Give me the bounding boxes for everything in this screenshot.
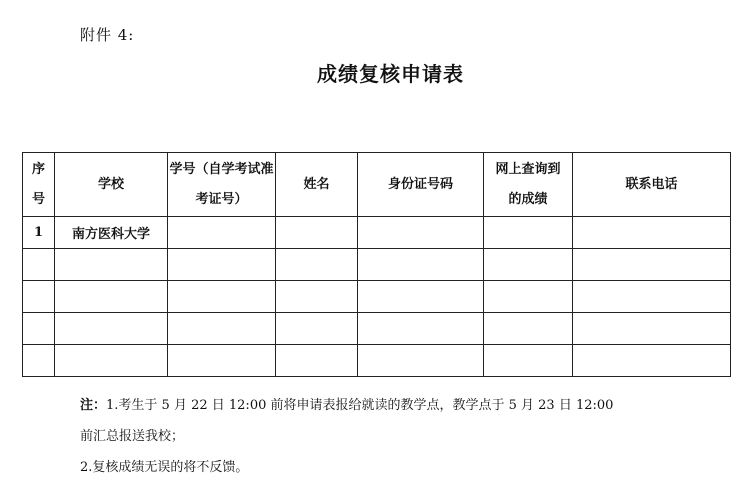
cell-school[interactable] bbox=[55, 345, 168, 377]
table-row bbox=[23, 345, 731, 377]
cell-id-number[interactable] bbox=[358, 313, 484, 345]
cell-phone[interactable] bbox=[573, 249, 731, 281]
table-row bbox=[23, 281, 731, 313]
cell-school[interactable]: 南方医科大学 bbox=[55, 217, 168, 249]
cell-school[interactable] bbox=[55, 313, 168, 345]
attachment-label: 附件 4: bbox=[80, 26, 135, 44]
cell-online-score[interactable] bbox=[484, 249, 573, 281]
cell-student-id[interactable] bbox=[168, 249, 276, 281]
header-online-score: 网上查询到的成绩 bbox=[484, 153, 573, 217]
cell-name[interactable] bbox=[276, 345, 358, 377]
cell-name[interactable] bbox=[276, 217, 358, 249]
cell-phone[interactable] bbox=[573, 281, 731, 313]
cell-student-id[interactable] bbox=[168, 313, 276, 345]
cell-online-score[interactable] bbox=[484, 281, 573, 313]
cell-phone[interactable] bbox=[573, 217, 731, 249]
cell-seq[interactable] bbox=[23, 249, 55, 281]
notes-section bbox=[80, 390, 720, 483]
note-label: 注： bbox=[80, 398, 107, 413]
header-school: 学校 bbox=[55, 153, 168, 217]
table-row bbox=[23, 313, 731, 345]
cell-school[interactable] bbox=[55, 249, 168, 281]
cell-name[interactable] bbox=[276, 281, 358, 313]
cell-id-number[interactable] bbox=[358, 249, 484, 281]
header-seq: 序号 bbox=[23, 153, 55, 217]
note-text-1: 1.考生于 5 月 22 日 12:00 前将申请表报给就读的教学点，教学点于 5 月 23 日 12:00 bbox=[106, 398, 614, 413]
cell-online-score[interactable] bbox=[484, 217, 573, 249]
cell-seq[interactable] bbox=[23, 281, 55, 313]
cell-id-number[interactable] bbox=[358, 217, 484, 249]
cell-student-id[interactable] bbox=[168, 281, 276, 313]
cell-seq[interactable] bbox=[23, 345, 55, 377]
table-row bbox=[23, 217, 731, 249]
header-phone: 联系电话 bbox=[573, 153, 731, 217]
cell-seq[interactable]: 1 bbox=[23, 217, 55, 249]
cell-student-id[interactable] bbox=[168, 345, 276, 377]
cell-student-id[interactable] bbox=[168, 217, 276, 249]
cell-phone[interactable] bbox=[573, 313, 731, 345]
cell-name[interactable] bbox=[276, 249, 358, 281]
cell-online-score[interactable] bbox=[484, 345, 573, 377]
cell-seq[interactable] bbox=[23, 313, 55, 345]
cell-online-score[interactable] bbox=[484, 313, 573, 345]
header-id-number: 身份证号码 bbox=[358, 153, 484, 217]
cell-id-number[interactable] bbox=[358, 281, 484, 313]
cell-school[interactable] bbox=[55, 281, 168, 313]
header-row bbox=[23, 153, 731, 217]
note-line-1 bbox=[80, 390, 720, 421]
score-review-table bbox=[22, 152, 731, 377]
table-row bbox=[23, 249, 731, 281]
header-student-id: 学号（自学考试准考证号） bbox=[168, 153, 276, 217]
note-line-3: 2.复核成绩无误的将不反馈。 bbox=[80, 460, 249, 475]
form-title: 成绩复核申请表 bbox=[317, 62, 464, 86]
header-name: 姓名 bbox=[276, 153, 358, 217]
cell-name[interactable] bbox=[276, 313, 358, 345]
cell-id-number[interactable] bbox=[358, 345, 484, 377]
cell-phone[interactable] bbox=[573, 345, 731, 377]
note-line-2: 前汇总报送我校； bbox=[80, 429, 185, 444]
